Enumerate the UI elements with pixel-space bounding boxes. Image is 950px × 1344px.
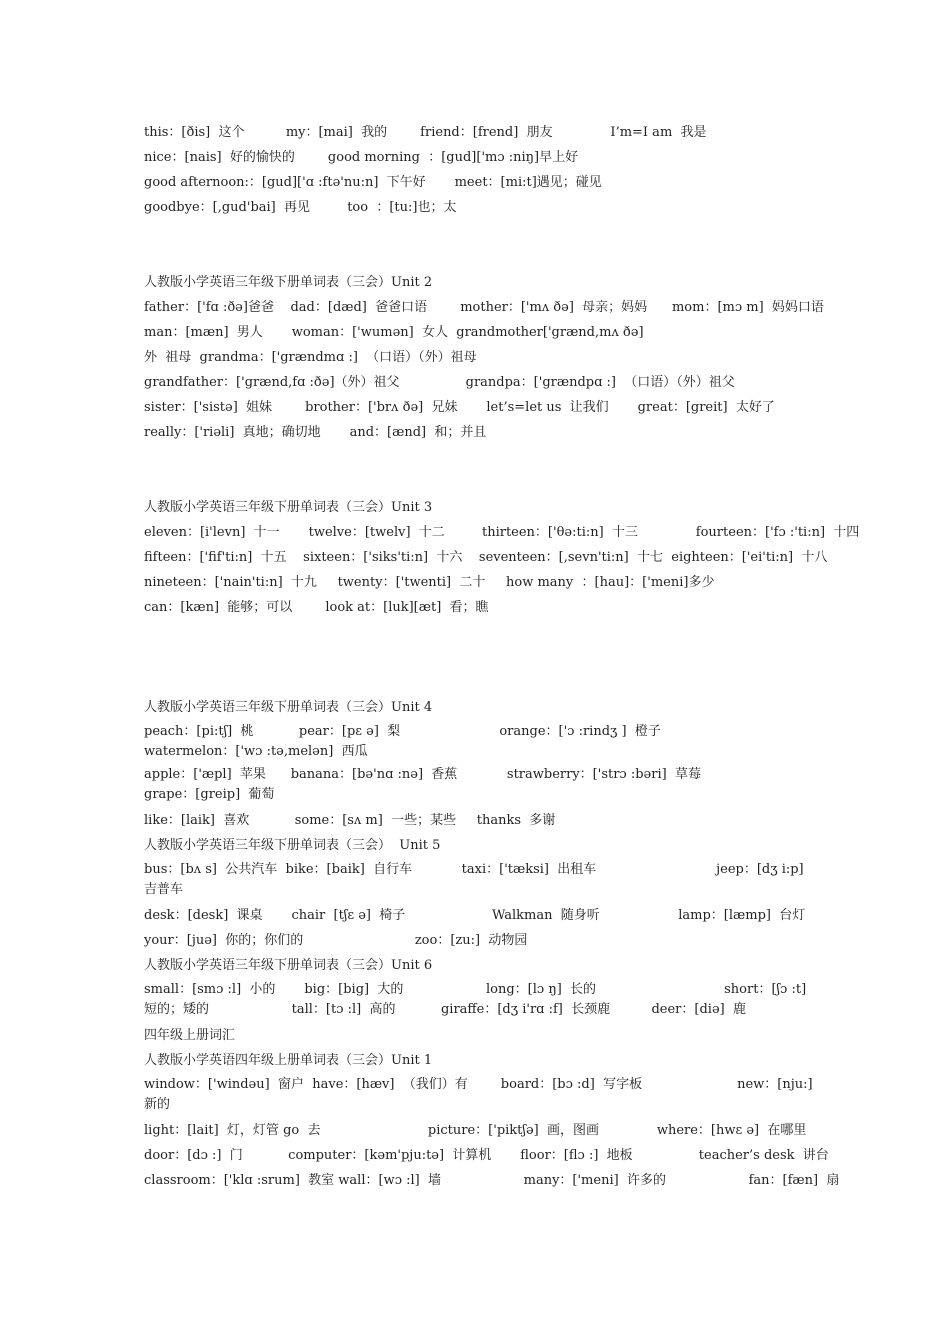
section-heading: 人教版小学英语三年级下册单词表（三会） Unit 5 xyxy=(144,838,441,853)
section-spacer xyxy=(144,220,814,270)
vocabulary-line: 外 祖母 grandma：['grændmɑ :] （口语）（外）祖母 xyxy=(144,350,477,365)
vocabulary-line: eleven：[i'levn] 十一 twelve：[twelv] 十二 thirteen：['θə:ti:n] 十三 fourteen：['fɔ :'ti:n] 十四 xyxy=(144,525,860,540)
section-heading: 人教版小学英语三年级下册单词表（三会）Unit 2 xyxy=(144,275,433,290)
vocabulary-line: good afternoon:：[gud]['ɑ :ftə'nu:n] 下午好 meet：[mi:t]遇见；碰见 xyxy=(144,175,602,190)
vocabulary-line: goodbye：[,gud'bai] 再见 too ：[tu:]也；太 xyxy=(144,200,457,215)
vocabulary-line: man：[mæn] 男人 woman：['wumən] 女人 grandmother['grænd,mʌ ðə] xyxy=(144,325,644,340)
vocabulary-line: grandfather：['grænd,fɑ :ðə]（外）祖父 grandpa：['grændpɑ :] （口语）（外）祖父 xyxy=(144,375,735,390)
section-heading: 人教版小学英语四年级上册单词表（三会）Unit 1 xyxy=(144,1053,433,1068)
vocabulary-line: window：['windəu] 窗户 have：[hæv] （我们）有 board：[bɔ :d] 写字板 new：[nju:] 新的 xyxy=(144,1077,821,1112)
vocabulary-line: father：['fɑ :ðə]爸爸 dad：[dæd] 爸爸口语 mother：['mʌ ðə] 母亲；妈妈 mom：[mɔ m] 妈妈口语 xyxy=(144,300,824,315)
vocabulary-line: light：[lait] 灯，灯管 go 去 picture：['piktʃə] 画，图画 where：[hwɛ ə] 在哪里 xyxy=(144,1123,807,1138)
vocabulary-line: this：[ðis] 这个 my：[mai] 我的 friend：[frend] 朋友 I’m=I am 我是 xyxy=(144,125,707,140)
vocabulary-line: like：[laik] 喜欢 some：[sʌ m] 一些；某些 thanks 多谢 xyxy=(144,813,556,828)
vocabulary-line: fifteen：['fif'ti:n] 十五 sixteen：['siks'ti:n] 十六 seventeen：[,sevn'ti:n] 十七 eighteen：['ei'ti:n] 十八 xyxy=(144,550,828,565)
section-heading: 四年级上册词汇 xyxy=(144,1028,236,1043)
vocabulary-line: nice：[nais] 好的愉快的 good morning ：[gud]['mɔ :niŋ]早上好 xyxy=(144,150,579,165)
vocabulary-line: classroom：['klɑ :srum] 教室 wall：[wɔ :l] 墙 many：['meni] 许多的 fan：[fæn] 扇 xyxy=(144,1173,840,1188)
section-heading: 人教版小学英语三年级下册单词表（三会）Unit 3 xyxy=(144,500,433,515)
vocabulary-page xyxy=(144,120,860,1193)
vocabulary-line: door：[dɔ :] 门 computer：[kəm'pju:tə] 计算机 floor：[flɔ :] 地板 teacher’s desk 讲台 xyxy=(144,1148,829,1163)
vocabulary-line: bus：[bʌ s] 公共汽车 bike：[baik] 自行车 taxi：['tæksi] 出租车 jeep：[dʒ i:p] 吉普车 xyxy=(144,862,812,897)
vocabulary-line: desk：[desk] 课桌 chair [tʃɛ ə] 椅子 Walkman 随身听 lamp：[læmp] 台灯 xyxy=(144,908,806,923)
vocabulary-line: can：[kæn] 能够；可以 look at：[luk][æt] 看；瞧 xyxy=(144,600,489,615)
vocabulary-line: really：['riəli] 真地；确切地 and：[ænd] 和；并且 xyxy=(144,425,487,440)
vocabulary-line: sister：['sistə] 姐妹 brother：['brʌ ðə] 兄妹 let’s=let us 让我们 great：[greit] 太好了 xyxy=(144,400,775,415)
vocabulary-line: your：[juə] 你的；你们的 zoo：[zu:] 动物园 xyxy=(144,933,528,948)
section-heading: 人教版小学英语三年级下册单词表（三会）Unit 6 xyxy=(144,958,433,973)
vocabulary-line: apple：['æpl] 苹果 banana：[bə'nɑ :nə] 香蕉 strawberry：['strɔ :bəri] 草莓 grape：[greip] 葡萄 xyxy=(144,767,809,802)
section-spacer xyxy=(144,620,814,695)
vocabulary-line: peach：[pi:tʃ] 桃 pear：[pɛ ə] 梨 orange：['ɔ :rindʒ ] 橙子 watermelon：['wɔ :tə,melən] 西瓜 xyxy=(144,724,781,759)
vocabulary-line: small：[smɔ :l] 小的 big：[big] 大的 long：[lɔ ŋ] 长的 short：[ʃɔ :t] 短的；矮的 tall：[tɔ :l] 高的 giraffe：[dʒ i'rɑ :f] 长颈鹿 deer：[diə] 鹿 xyxy=(144,982,815,1017)
section-spacer xyxy=(144,445,814,495)
vocabulary-line: nineteen：['nain'ti:n] 十九 twenty：['twenti] 二十 how many ：[hau]：['meni]多少 xyxy=(144,575,715,590)
section-heading: 人教版小学英语三年级下册单词表（三会）Unit 4 xyxy=(144,700,433,715)
